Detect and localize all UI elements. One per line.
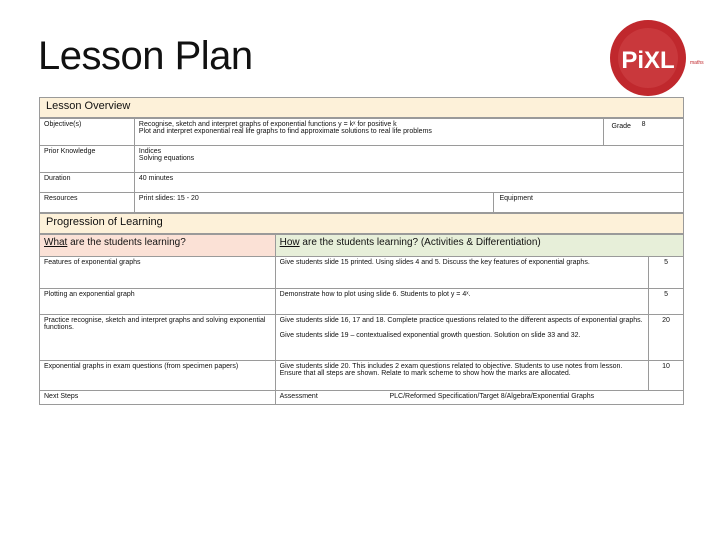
prior-line-2: Solving equations xyxy=(138,155,195,162)
prior-line-1: Indices xyxy=(138,148,162,155)
how-word: How xyxy=(279,237,300,248)
how-cell xyxy=(275,315,648,361)
svg-text:PiXL: PiXL xyxy=(621,47,675,74)
duration-label: Duration xyxy=(40,173,135,193)
how-cell: Give students slide 15 printed. Using slides 4 and 5. Discuss the key features of exponential graphs. xyxy=(275,257,648,289)
assessment-label: Assessment xyxy=(279,393,318,400)
how-header-text: are the students learning? (Activities & Differentiation) xyxy=(299,237,541,248)
what-header xyxy=(40,235,276,257)
how-header xyxy=(275,235,683,257)
how-cell: Give students slide 20. This includes 2 exam questions related to objective. Students to use notes from lesson. Ensure that all steps are shown. Relate to mark scheme to show how the marks are allocated. xyxy=(275,361,648,391)
resources-label: Resources xyxy=(40,193,135,213)
prior-knowledge-value xyxy=(134,146,683,173)
pixl-logo xyxy=(608,18,688,98)
overview-table xyxy=(39,118,684,213)
what-header-text: are the students learning? xyxy=(67,237,186,248)
lesson-overview-heading: Lesson Overview xyxy=(39,97,684,118)
what-cell: Exponential graphs in exam questions (from specimen papers) xyxy=(40,361,276,391)
equipment-label: Equipment xyxy=(499,195,533,202)
resources-value xyxy=(134,193,533,213)
time-cell: 20 xyxy=(649,315,684,361)
prior-knowledge-label: Prior Knowledge xyxy=(40,146,135,173)
what-cell: Features of exponential graphs xyxy=(40,257,276,289)
objectives-label: Objective(s) xyxy=(40,119,135,146)
next-steps-label: Next Steps xyxy=(40,391,276,405)
objective-line-2: Plot and interpret exponential real life graphs to find approximate solutions to real life problems xyxy=(138,128,432,135)
assessment-value: PLC/Reformed Specification/Target 8/Algebra/Exponential Graphs xyxy=(389,393,595,400)
objectives-value xyxy=(134,119,631,146)
duration-value: 40 minutes xyxy=(134,173,683,193)
what-cell: Practice recognise, sketch and interpret graphs and solving exponential functions. xyxy=(40,315,276,361)
how-text-2: Give students slide 19 – contextualised exponential growth question. Solution on slide 33 and 32. xyxy=(279,332,581,339)
time-cell: 5 xyxy=(649,289,684,315)
page-title: Lesson Plan xyxy=(38,34,253,78)
progression-table xyxy=(39,234,684,405)
assessment-cell xyxy=(275,391,683,405)
how-text: Give students slide 16, 17 and 18. Complete practice questions related to the different aspects of exponential graphs. xyxy=(279,317,643,324)
progression-heading: Progression of Learning xyxy=(39,213,684,234)
logo-subtitle: maths xyxy=(690,60,704,66)
objective-line-1: Recognise, sketch and interpret graphs of exponential functions y = kˣ for positive k xyxy=(138,121,397,128)
what-word: What xyxy=(44,237,68,248)
time-cell: 10 xyxy=(649,361,684,391)
grade-label: Grade xyxy=(611,122,631,130)
resources-text: Print slides: 15 - 20 xyxy=(138,195,199,202)
how-cell: Demonstrate how to plot using slide 6. Students to plot y = 4ˣ. xyxy=(275,289,648,315)
grade-value: 8 xyxy=(604,119,684,146)
what-cell: Plotting an exponential graph xyxy=(40,289,276,315)
time-cell: 5 xyxy=(649,257,684,289)
